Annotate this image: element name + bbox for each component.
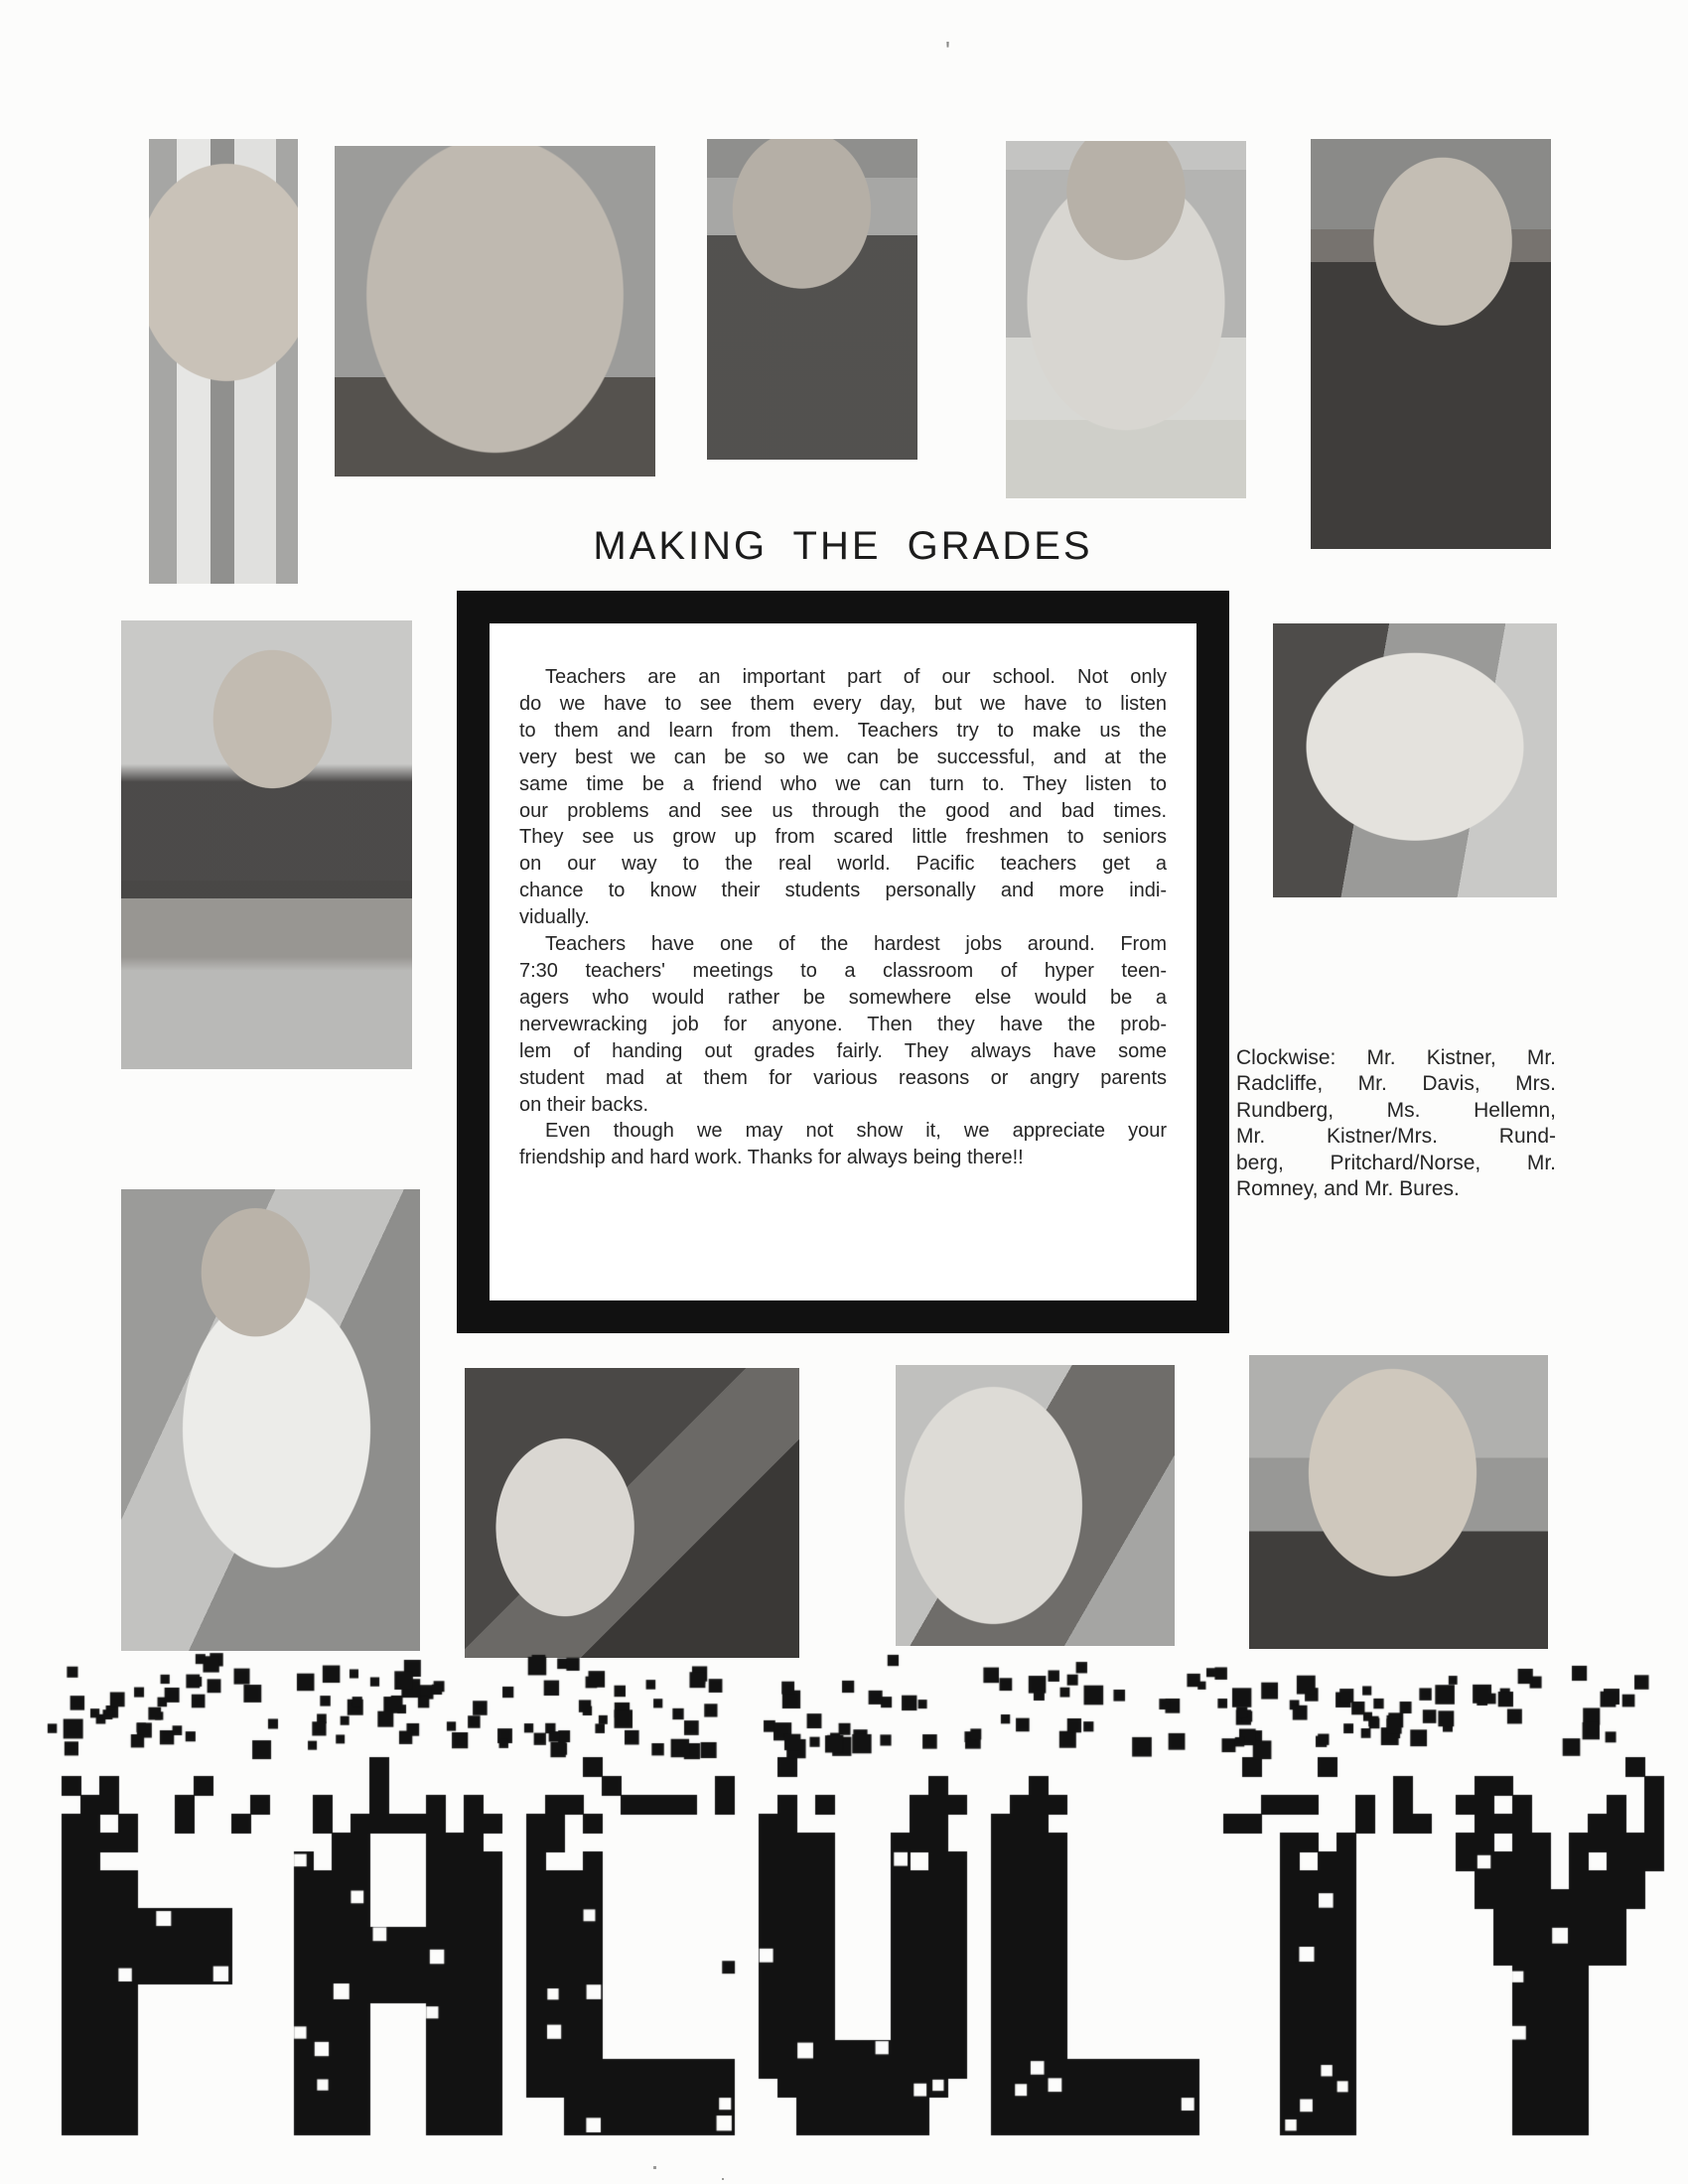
text-line: Romney, and Mr. Bures.: [1236, 1177, 1460, 1201]
text-line: student mad at them for various reasons or angry parents: [519, 1066, 1167, 1089]
photo-4: [1006, 141, 1246, 498]
photo-caption: [1236, 1045, 1556, 1202]
scan-artifact-dot: [722, 2178, 724, 2180]
text-line: chance to know their students personally and more indi-: [519, 880, 1167, 902]
text-line: our problems and see us through the good and bad times.: [519, 799, 1167, 822]
photo-9: [465, 1368, 799, 1658]
text-line: on their backs.: [519, 1093, 649, 1116]
text-line: berg, Pritchard/Norse, Mr.: [1236, 1151, 1556, 1174]
essay-box: [457, 591, 1229, 1333]
text-line: do we have to see them every day, but we have to listen: [519, 692, 1167, 715]
text-line: lem of handing out grades fairly. They always have some: [519, 1039, 1167, 1062]
photo-5: [1311, 139, 1551, 549]
photo-7: [121, 1189, 420, 1651]
photo-3: [707, 139, 917, 460]
text-line: 7:30 teachers' meetings to a classroom of hyper teen-: [519, 959, 1167, 982]
scan-artifact-dot: [653, 2166, 656, 2169]
text-line: agers who would rather be somewhere else would be a: [519, 986, 1167, 1009]
text-line: Clockwise: Mr. Kistner, Mr.: [1236, 1046, 1556, 1069]
faculty-pixel-title: [0, 1648, 1688, 2184]
text-line: They see us grow up from scared little freshmen to seniors: [519, 826, 1167, 849]
photo-11: [1249, 1355, 1548, 1649]
text-line: same time be a friend who we can turn to. They listen to: [519, 772, 1167, 795]
photo-10: [896, 1365, 1175, 1646]
text-line: vidually.: [519, 906, 590, 929]
text-line: Teachers are an important part of our school. Not only: [545, 666, 1167, 688]
text-line: Rundberg, Ms. Hellemn,: [1236, 1098, 1556, 1122]
photo-1: [149, 139, 298, 584]
text-line: Teachers have one of the hardest jobs around. From: [545, 933, 1167, 956]
text-line: on our way to the real world. Pacific teachers get a: [519, 853, 1167, 876]
text-line: very best we can be so we can be successful, and at the: [519, 746, 1167, 768]
scan-artifact-mark: ': [945, 36, 950, 66]
photo-6: [121, 620, 412, 1069]
text-line: Radcliffe, Mr. Davis, Mrs.: [1236, 1072, 1556, 1096]
essay-text: [519, 664, 1167, 1171]
photo-2: [335, 146, 655, 477]
text-line: friendship and hard work. Thanks for always being there!!: [519, 1147, 1024, 1169]
text-line: Even though we may not show it, we appreciate your: [545, 1120, 1167, 1143]
page-title: MAKING THE GRADES: [593, 524, 1093, 568]
photo-8: [1273, 623, 1557, 897]
text-line: to them and learn from them. Teachers try to make us the: [519, 719, 1167, 742]
text-line: nervewracking job for anyone. Then they have the prob-: [519, 1013, 1167, 1035]
text-line: Mr. Kistner/Mrs. Rund-: [1236, 1125, 1556, 1149]
